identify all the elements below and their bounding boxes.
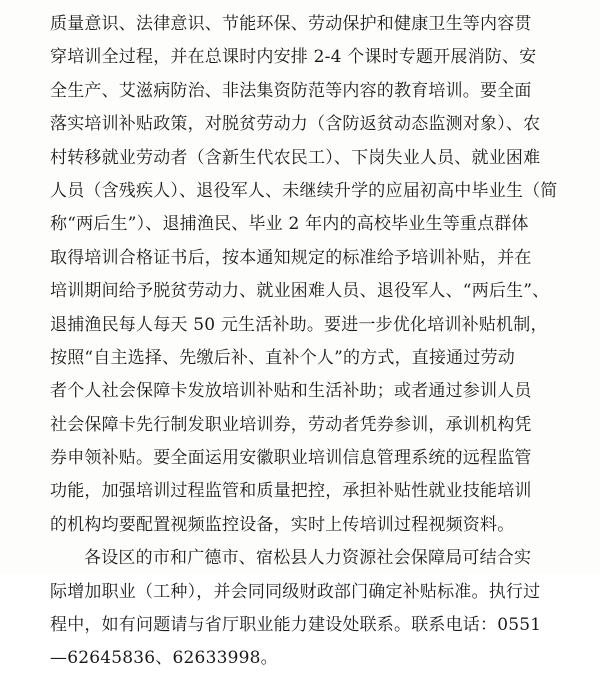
text-line: 穿培训全过程，并在总课时内安排 2-4 个课时专题开展消防、安 xyxy=(50,47,537,68)
text-line: 程中，如有问题请与省厅职业能力建设处联系。联系电话：0551 xyxy=(50,615,542,636)
paragraph-start-line: 各设区的市和广德市、宿松县人力资源社会保障局可结合实 xyxy=(84,548,532,569)
text-line: 全生产、艾滋病防治、非法集资防范等内容的教育培训。要全面 xyxy=(50,80,532,101)
contact-phone-line: —62645836、62633998。 xyxy=(50,648,278,669)
text-line: 功能，加强培训过程监管和质量把控，承担补贴性就业技能培训 xyxy=(50,481,532,502)
text-line: 称“两后生”）、退捕渔民、毕业 2 年内的高校毕业生等重点群体 xyxy=(50,214,529,235)
text-line: 者个人社会保障卡发放培训补贴和生活补助；或者通过参训人员 xyxy=(50,381,532,402)
text-line: 村转移就业劳动者（含新生代农民工）、下岗失业人员、就业困难 xyxy=(50,147,541,168)
text-line: 按照“自主选择、先缴后补、直补个人”的方式，直接通过劳动 xyxy=(50,347,515,368)
text-line: 落实培训补贴政策，对脱贫劳动力（含防返贫动态监测对象）、农 xyxy=(50,114,541,135)
text-line: 券申领补贴。要全面运用安徽职业培训信息管理系统的远程监管 xyxy=(50,448,532,469)
body-text xyxy=(50,8,572,676)
text-line: 退捕渔民每人每天 50 元生活补助。要进一步优化培训补贴机制， xyxy=(50,314,548,335)
text-line: 质量意识、法律意识、节能环保、劳动保护和健康卫生等内容贯 xyxy=(50,14,532,34)
text-line: 取得培训合格证书后，按本通知规定的标准给予培训补贴，并在 xyxy=(50,247,532,268)
text-line: 的机构均要配置视频监控设备，实时上传培训过程视频资料。 xyxy=(50,514,515,535)
text-line: 际增加职业（工种），并会同同级财政部门确定补贴标准。执行过 xyxy=(50,581,541,602)
text-line: 社会保障卡先行制发职业培训券，劳动者凭券参训，承训机构凭 xyxy=(50,414,532,435)
text-line: 人员（含残疾人）、退役军人、未继续升学的应届初高中毕业生（简 xyxy=(50,180,558,201)
text-line: 培训期间给予脱贫劳动力、就业困难人员、退役军人、“两后生”、 xyxy=(50,281,550,302)
